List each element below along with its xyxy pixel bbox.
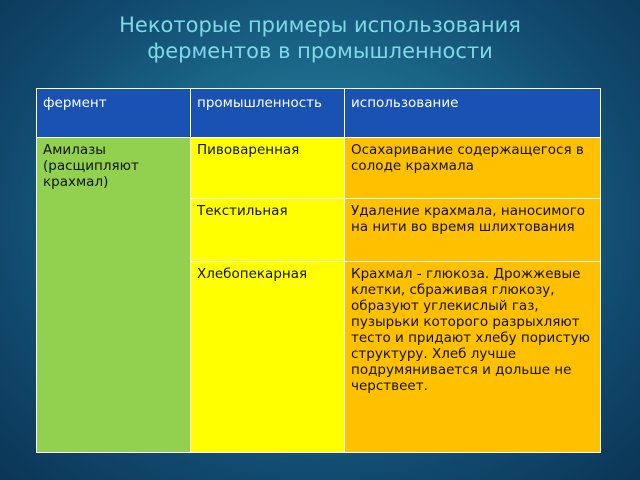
slide-title-line-1: Некоторые примеры использования — [119, 13, 521, 37]
industry-cell: Пивоваренная — [191, 138, 345, 199]
industry-cell: Хлебопекарная — [191, 262, 345, 453]
usage-cell: Крахмал - глюкоза. Дрожжевые клетки, сбраживая глюкозу, образуют углекислый газ, пузырьки которого разрыхляют тесто и придают хлебу пористую структуру. Хлеб лучше подрумянивается и дольше не черствеет. — [345, 262, 601, 453]
header-enzyme: фермент — [37, 89, 191, 138]
table-row — [37, 138, 601, 199]
enzyme-cell: Амилазы (расщипляют крахмал) — [37, 138, 191, 453]
enzymes-table — [36, 88, 601, 453]
usage-cell: Осахаривание содержащегося в солоде крахмала — [345, 138, 601, 199]
slide-title — [0, 12, 640, 64]
header-industry: промышленность — [191, 89, 345, 138]
slide-title-line-2: ферментов в промышленности — [147, 39, 493, 63]
header-usage: использование — [345, 89, 601, 138]
usage-cell: Удаление крахмала, наносимого на нити во время шлихтования — [345, 199, 601, 262]
table-header-row — [37, 89, 601, 138]
industry-cell: Текстильная — [191, 199, 345, 262]
